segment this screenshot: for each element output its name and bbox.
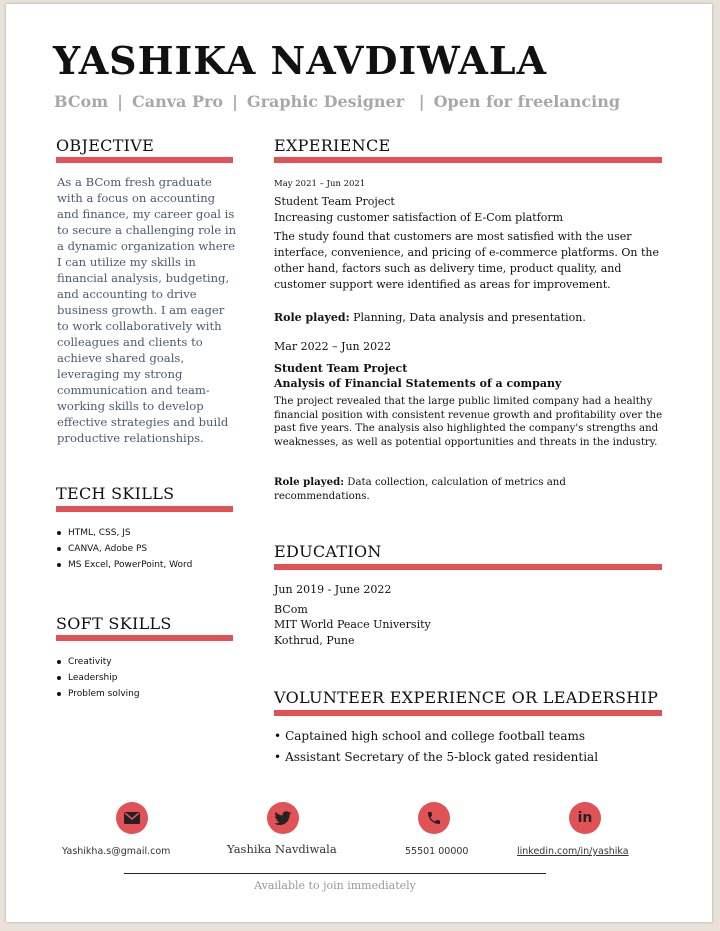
tech-skills-list (57, 525, 192, 573)
list-item: Creativity (57, 654, 140, 670)
job-role: Student Team Project (274, 362, 408, 375)
job-dates: May 2021 – Jun 2021 (274, 179, 366, 189)
volunteer-heading: VOLUNTEER EXPERIENCE OR LEADERSHIP (274, 688, 659, 707)
soft-skills-list (57, 654, 140, 702)
role-label: Role played: (274, 476, 345, 488)
objective-text: As a BCom fresh graduate with a focus on accounting and finance, my career goal is to secure a challenging role in a dynamic organization where I can utilize my skills in financial analysis, budgeting, and accounting to drive business growth. I am eager to work collaboratively with colleagues and clients to achieve shared goals, leveraging my strong communication and team-working skills to develop effective strategies and build productive relationships. (57, 175, 237, 445)
job-dates: Mar 2022 – Jun 2022 (274, 340, 392, 353)
section-divider (56, 506, 233, 512)
job-project: Increasing customer satisfaction of E-Com platform (274, 211, 564, 224)
linkedin-icon: in (569, 802, 601, 834)
list-item: CANVA, Adobe PS (57, 541, 192, 557)
education-location: Kothrud, Pune (274, 634, 355, 647)
email-icon (116, 802, 148, 834)
contact-twitter[interactable]: Yashika Navdiwala (227, 842, 337, 856)
list-item: Problem solving (57, 686, 140, 702)
tagline-item: BCom (54, 92, 109, 111)
education-degree: BCom (274, 603, 308, 616)
contact-phone[interactable]: 55501 00000 (405, 846, 469, 857)
tagline: BCom | Canva Pro | Graphic Designer | Open for freelancing (54, 92, 621, 111)
job-description: The study found that customers are most satisfied with the user interface, convenience, and pricing of e-commerce platforms. On the other hand, factors such as delivery time, product quality, and customer support were identified as areas for improvement. (274, 230, 660, 291)
availability-note: Available to join immediately (254, 879, 416, 892)
role-label: Role played: (274, 311, 350, 324)
list-item: • Captained high school and college football teams (274, 729, 586, 743)
section-divider (56, 635, 233, 641)
job-role-played (274, 310, 669, 326)
education-dates: Jun 2019 - June 2022 (274, 583, 392, 596)
job-role-played (274, 476, 604, 503)
job-project: Analysis of Financial Statements of a company (274, 377, 562, 390)
list-item: • Assistant Secretary of the 5-block gated residential (274, 750, 599, 764)
section-divider (274, 564, 662, 570)
phone-icon (418, 802, 450, 834)
job-description: The project revealed that the large public limited company had a healthy financial position with consistent revenue growth and profitability over the past five years. The analysis also highlighted the company's strengths and weaknesses, as well as potential opportunities and threats in the industry. (274, 396, 663, 448)
candidate-name: YASHIKA NAVDIWALA (53, 38, 548, 83)
volunteer-list (274, 726, 598, 768)
role-text: Data collection, calculation of metrics and recommendations. (274, 477, 566, 502)
section-divider (274, 710, 662, 716)
contact-email[interactable]: Yashikha.s@gmail.com (62, 846, 171, 857)
contact-linkedin[interactable]: linkedin.com/in/yashika (517, 846, 629, 857)
experience-heading: EXPERIENCE (274, 136, 391, 155)
resume-page (6, 4, 712, 922)
footer-divider (124, 873, 546, 874)
section-divider (56, 157, 233, 163)
section-divider (274, 157, 662, 163)
list-item: MS Excel, PowerPoint, Word (57, 557, 192, 573)
list-item: HTML, CSS, JS (57, 525, 192, 541)
education-school: MIT World Peace University (274, 618, 431, 631)
job-role: Student Team Project (274, 195, 395, 208)
twitter-icon (267, 802, 299, 834)
tagline-item: Open for freelancing (433, 92, 621, 111)
tagline-item: Canva Pro (131, 92, 224, 111)
role-text: Planning, Data analysis and presentation. (353, 311, 586, 324)
list-item: Leadership (57, 670, 140, 686)
tagline-item: Graphic Designer (246, 92, 405, 111)
tech-skills-heading: TECH SKILLS (56, 484, 175, 503)
education-heading: EDUCATION (274, 542, 382, 561)
soft-skills-heading: SOFT SKILLS (56, 614, 172, 633)
objective-heading: OBJECTIVE (56, 136, 155, 155)
